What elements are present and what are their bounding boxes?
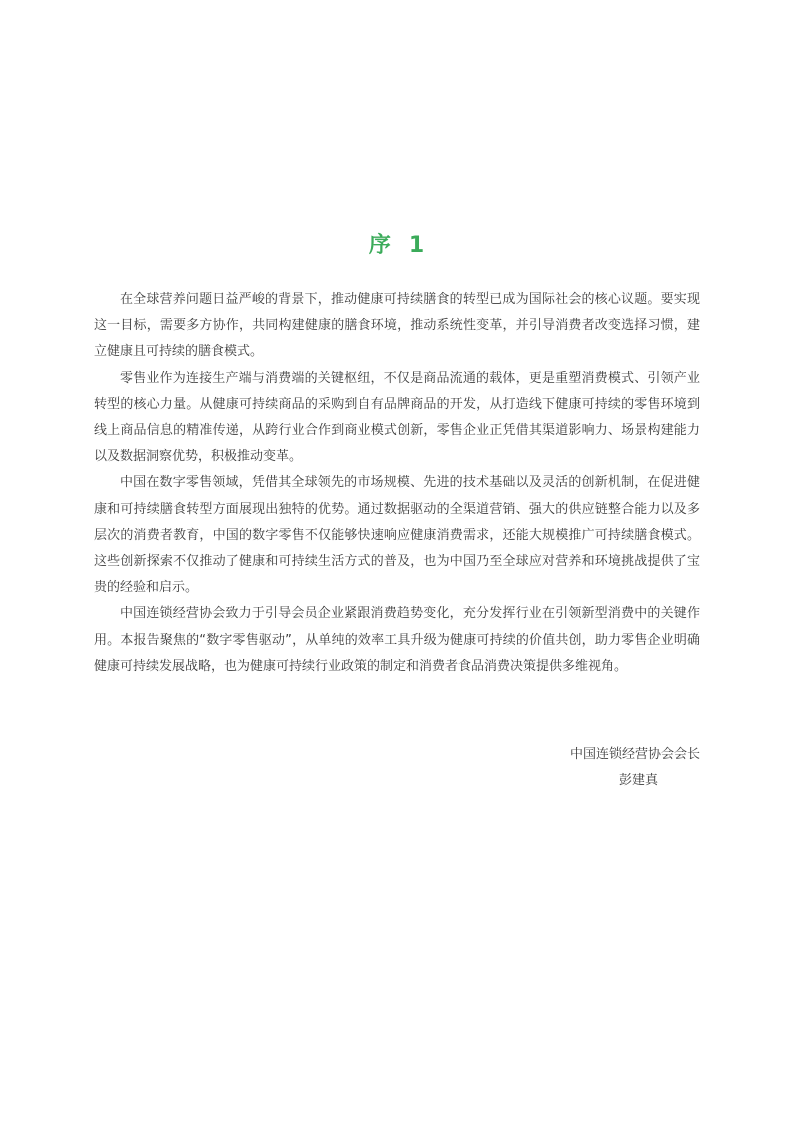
signature-name: 彭建真: [618, 773, 658, 788]
preface-body: [94, 287, 700, 680]
paragraph-2: 零售业作为连接生产端与消费端的关键枢纽，不仅是商品流通的载体，更是重塑消费模式、引领产业转型的核心力量。从健康可持续商品的采购到自有品牌商品的开发，从打造线下健康可持续的零售环境到线上商品信息的精准传递，从跨行业合作到商业模式创新，零售企业正凭借其渠道影响力、场景构建能力以及数据洞察优势，积极推动变革。: [94, 370, 700, 465]
signature-organization: 中国连锁经营协会会长: [569, 747, 700, 762]
paragraph-3: 中国在数字零售领域，凭借其全球领先的市场规模、先进的技术基础以及灵活的创新机制，在促进健康和可持续膳食转型方面展现出独特的优势。通过数据驱动的全渠道营销、强大的供应链整合能力以及多层次的消费者教育，中国的数字零售不仅能够快速响应健康消费需求，还能大规模推广可持续膳食模式。这些创新探索不仅推动了健康和可持续生活方式的普及，也为中国乃至全球应对营养和环境挑战提供了宝贵的经验和启示。: [94, 475, 700, 596]
paragraph-4: 中国连锁经营协会致力于引导会员企业紧跟消费趋势变化，充分发挥行业在引领新型消费中的关键作用。本报告聚焦的“数字零售驱动”，从单纯的效率工具升级为健康可持续的价值共创，助力零售企业明确健康可持续发展战略，也为健康可持续行业政策的制定和消费者食品消费决策提供多维视角。: [94, 606, 700, 674]
preface-heading-char: 序: [368, 233, 391, 258]
paragraph-1: 在全球营养问题日益严峻的背景下，推动健康可持续膳食的转型已成为国际社会的核心议题。要实现这一目标，需要多方协作，共同构建健康的膳食环境，推动系统性变革，并引导消费者改变选择习惯，建立健康且可持续的膳食模式。: [94, 292, 700, 360]
preface-heading: [0, 228, 793, 259]
signature-block: [0, 742, 700, 794]
preface-heading-number: 1: [408, 233, 425, 258]
